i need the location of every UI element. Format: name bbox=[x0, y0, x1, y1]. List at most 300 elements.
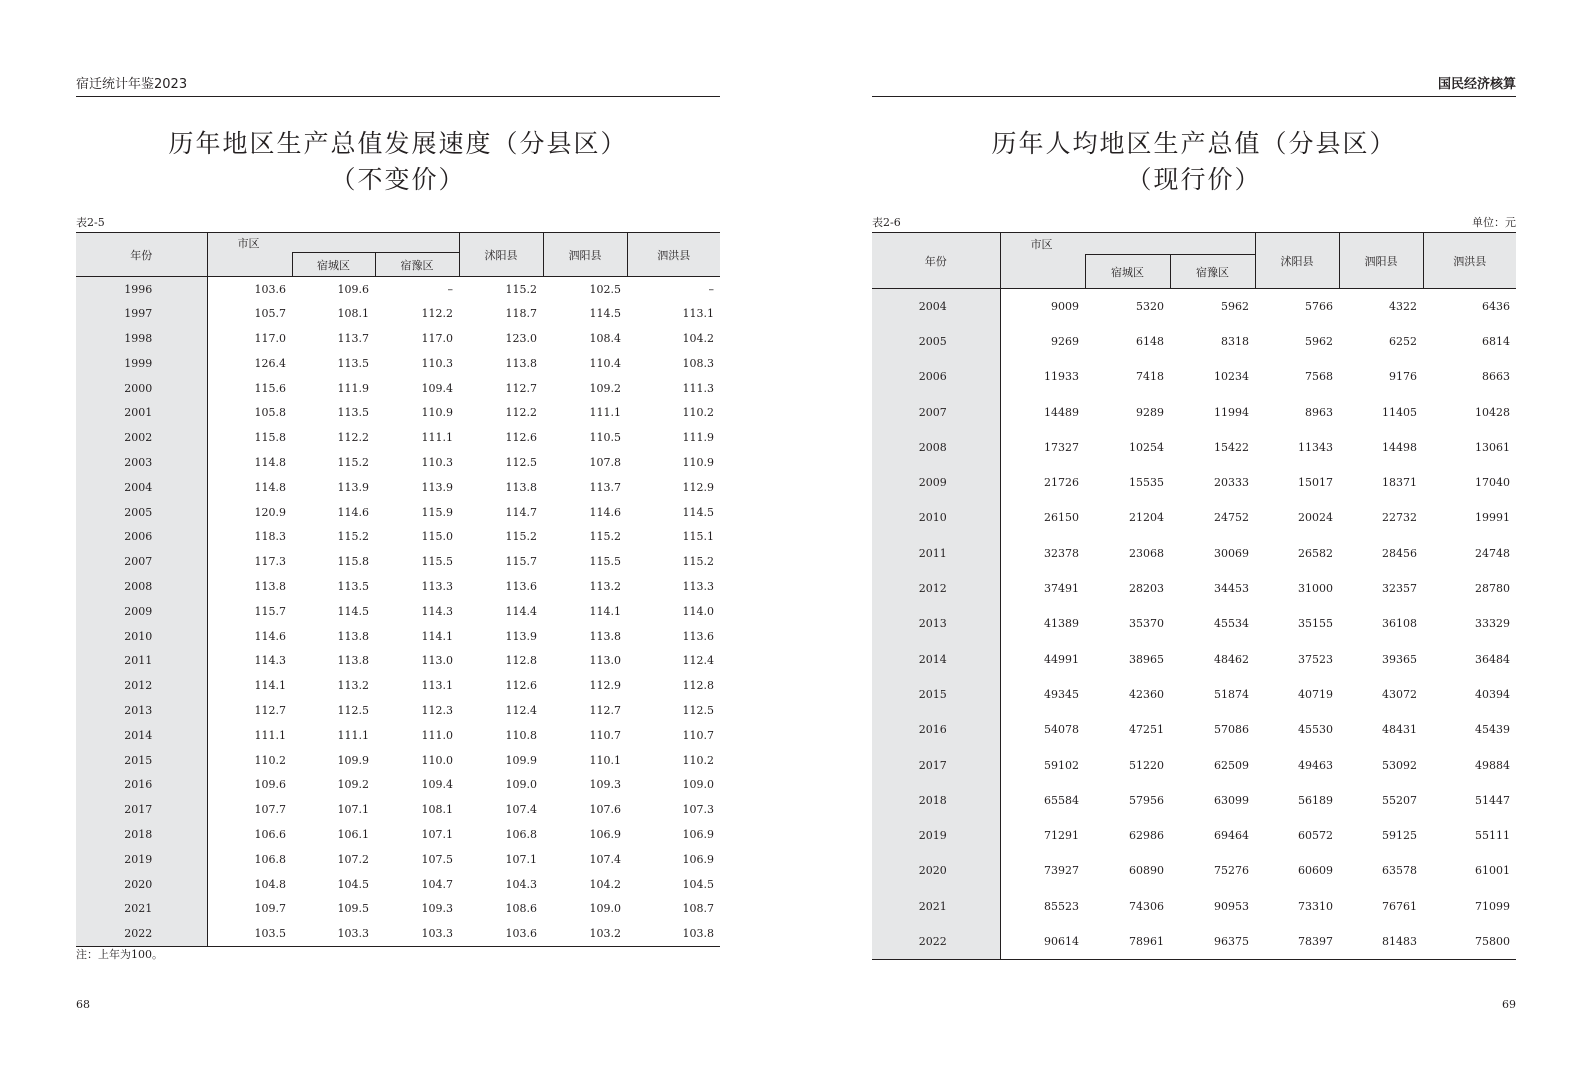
value-cell: 96375 bbox=[1170, 924, 1255, 959]
value-cell: 112.6 bbox=[505, 431, 537, 445]
value-cell: 10254 bbox=[1129, 440, 1164, 454]
value-cell: 108.7 bbox=[682, 902, 714, 916]
value-cell: 78397 bbox=[1255, 924, 1339, 959]
table-row bbox=[76, 549, 720, 574]
value-cell: 112.8 bbox=[505, 654, 537, 668]
value-cell: 45439 bbox=[1475, 723, 1510, 737]
year-cell: 2017 bbox=[872, 747, 1000, 782]
table-row bbox=[872, 324, 1516, 359]
value-cell: 6814 bbox=[1482, 334, 1510, 348]
value-cell: 104.2 bbox=[589, 877, 621, 891]
table-subtitle: （不变价） bbox=[330, 165, 466, 194]
value-cell: 90614 bbox=[1000, 924, 1085, 959]
year-cell: 2021 bbox=[872, 889, 1000, 924]
value-cell: 14489 bbox=[1044, 405, 1079, 419]
header-year: 年份 bbox=[872, 233, 1000, 289]
year-cell: 2019 bbox=[872, 818, 1000, 853]
value-cell: 114.5 bbox=[337, 604, 369, 618]
year-cell: 2010 bbox=[76, 624, 207, 649]
value-cell: 103.6 bbox=[459, 921, 543, 946]
value-cell: 113.2 bbox=[589, 579, 621, 593]
value-cell: 73310 bbox=[1298, 899, 1333, 913]
value-cell: 47251 bbox=[1129, 723, 1164, 737]
value-cell: 104.7 bbox=[421, 877, 453, 891]
value-cell: 24752 bbox=[1214, 511, 1249, 525]
value-cell: 111.3 bbox=[682, 381, 714, 395]
value-cell: 104.8 bbox=[254, 877, 286, 891]
table-row bbox=[76, 599, 720, 624]
year-cell: 2022 bbox=[872, 924, 1000, 959]
year-cell: 2010 bbox=[872, 500, 1000, 535]
value-cell: 115.5 bbox=[589, 555, 621, 569]
value-cell: 21726 bbox=[1044, 476, 1079, 490]
value-cell: 106.6 bbox=[254, 827, 286, 841]
value-cell: 112.2 bbox=[505, 406, 537, 420]
value-cell: 57086 bbox=[1214, 723, 1249, 737]
value-cell: 110.9 bbox=[421, 406, 453, 420]
value-cell: 65584 bbox=[1044, 793, 1079, 807]
header-shuyang: 沭阳县 bbox=[1255, 233, 1339, 289]
value-cell: 115.5 bbox=[421, 555, 453, 569]
value-cell: 109.2 bbox=[337, 778, 369, 792]
value-cell: 76761 bbox=[1382, 899, 1417, 913]
table-row bbox=[872, 571, 1516, 606]
value-cell: 109.5 bbox=[337, 902, 369, 916]
value-cell: 106.9 bbox=[682, 852, 714, 866]
table-row bbox=[76, 326, 720, 351]
table-row bbox=[872, 500, 1516, 535]
value-cell: 113.6 bbox=[682, 629, 714, 643]
value-cell: 113.9 bbox=[505, 629, 537, 643]
value-cell: 51874 bbox=[1214, 687, 1249, 701]
value-cell: 49463 bbox=[1298, 758, 1333, 772]
table-row bbox=[76, 400, 720, 425]
value-cell: 109.6 bbox=[254, 778, 286, 792]
running-head bbox=[76, 76, 720, 97]
value-cell: 35155 bbox=[1298, 617, 1333, 631]
year-cell: 2011 bbox=[76, 648, 207, 673]
value-cell: 112.7 bbox=[589, 703, 621, 717]
year-cell: 2007 bbox=[872, 394, 1000, 429]
table-title: 历年人均地区生产总值（分县区） bbox=[991, 129, 1397, 158]
table-row bbox=[76, 822, 720, 847]
value-cell: 108.1 bbox=[337, 307, 369, 321]
value-cell: 13061 bbox=[1475, 440, 1510, 454]
value-cell: 110.8 bbox=[505, 728, 537, 742]
value-cell: 18371 bbox=[1382, 476, 1417, 490]
value-cell: 17327 bbox=[1044, 440, 1079, 454]
value-cell: 111.1 bbox=[337, 728, 369, 742]
year-cell: 2014 bbox=[76, 723, 207, 748]
table-row bbox=[872, 394, 1516, 429]
value-cell: 104.3 bbox=[505, 877, 537, 891]
value-cell: 33329 bbox=[1475, 617, 1510, 631]
value-cell: 113.8 bbox=[589, 629, 621, 643]
value-cell: 49345 bbox=[1044, 687, 1079, 701]
value-cell: 51220 bbox=[1129, 758, 1164, 772]
value-cell: 114.0 bbox=[682, 604, 714, 618]
value-cell: 104.5 bbox=[682, 877, 714, 891]
value-cell: 107.7 bbox=[254, 803, 286, 817]
table-row bbox=[872, 853, 1516, 888]
value-cell: 40394 bbox=[1475, 687, 1510, 701]
value-cell: 55111 bbox=[1475, 829, 1510, 843]
value-cell: 75800 bbox=[1423, 924, 1516, 959]
value-cell: 62509 bbox=[1214, 758, 1249, 772]
value-cell: 110.3 bbox=[421, 455, 453, 469]
value-cell: 45530 bbox=[1298, 723, 1333, 737]
value-cell: 11933 bbox=[1044, 370, 1079, 384]
year-cell: 2015 bbox=[76, 748, 207, 773]
value-cell: 114.7 bbox=[505, 505, 537, 519]
value-cell: 107.1 bbox=[505, 852, 537, 866]
value-cell: 106.1 bbox=[337, 827, 369, 841]
header-suyu: 宿豫区 bbox=[375, 253, 459, 277]
value-cell: 114.8 bbox=[254, 455, 286, 469]
value-cell: 109.6 bbox=[337, 282, 369, 296]
value-cell: 117.0 bbox=[421, 331, 453, 345]
value-cell: 26582 bbox=[1298, 546, 1333, 560]
year-cell: 2005 bbox=[76, 500, 207, 525]
table-row bbox=[872, 465, 1516, 500]
year-cell: 2016 bbox=[76, 772, 207, 797]
value-cell: 75276 bbox=[1214, 864, 1249, 878]
value-cell: 113.6 bbox=[505, 579, 537, 593]
value-cell: 113.1 bbox=[682, 307, 714, 321]
value-cell: 110.9 bbox=[682, 455, 714, 469]
value-cell: 78961 bbox=[1085, 924, 1170, 959]
value-cell: 23068 bbox=[1129, 546, 1164, 560]
running-head-text: 国民经济核算 bbox=[1437, 77, 1516, 92]
value-cell: 113.0 bbox=[589, 654, 621, 668]
growth-rate-body bbox=[76, 277, 720, 947]
left-page bbox=[76, 0, 720, 1077]
table-row bbox=[872, 359, 1516, 394]
value-cell: 109.7 bbox=[254, 902, 286, 916]
table-row bbox=[76, 574, 720, 599]
value-cell: 114.6 bbox=[337, 505, 369, 519]
value-cell: 114.3 bbox=[254, 654, 286, 668]
value-cell: 41389 bbox=[1044, 617, 1079, 631]
running-head bbox=[872, 76, 1516, 97]
value-cell: 104.2 bbox=[682, 331, 714, 345]
value-cell: 22732 bbox=[1382, 511, 1417, 525]
value-cell: 107.4 bbox=[589, 852, 621, 866]
value-cell: 63578 bbox=[1382, 864, 1417, 878]
table-row bbox=[76, 896, 720, 921]
value-cell: 110.4 bbox=[589, 356, 621, 370]
value-cell: 111.0 bbox=[421, 728, 453, 742]
value-cell: 15422 bbox=[1214, 440, 1249, 454]
header-city-spacer bbox=[1000, 255, 1085, 289]
value-cell: 103.3 bbox=[375, 921, 459, 946]
value-cell: 126.4 bbox=[254, 356, 286, 370]
header-city: 市区 bbox=[1000, 233, 1085, 255]
value-cell: 17040 bbox=[1475, 476, 1510, 490]
value-cell: 115.2 bbox=[337, 530, 369, 544]
value-cell: 107.8 bbox=[589, 455, 621, 469]
value-cell: 109.3 bbox=[421, 902, 453, 916]
year-cell: 1999 bbox=[76, 351, 207, 376]
value-cell: 113.1 bbox=[421, 679, 453, 693]
value-cell: 107.4 bbox=[505, 803, 537, 817]
table-row bbox=[76, 500, 720, 525]
value-cell: 59102 bbox=[1044, 758, 1079, 772]
header-siyang: 泗阳县 bbox=[543, 233, 627, 277]
value-cell: 32378 bbox=[1044, 546, 1079, 560]
header-city: 市区 bbox=[207, 233, 292, 253]
value-cell: 62986 bbox=[1129, 829, 1164, 843]
table-row bbox=[872, 818, 1516, 853]
value-cell: – bbox=[708, 282, 714, 296]
value-cell: 61001 bbox=[1475, 864, 1510, 878]
year-cell: 2008 bbox=[872, 430, 1000, 465]
value-cell: 9009 bbox=[1051, 299, 1079, 313]
value-cell: 115.7 bbox=[505, 555, 537, 569]
value-cell: 44991 bbox=[1044, 652, 1079, 666]
year-cell: 2013 bbox=[872, 606, 1000, 641]
page-number: 69 bbox=[1502, 998, 1516, 1011]
value-cell: 107.5 bbox=[421, 852, 453, 866]
value-cell: 109.9 bbox=[505, 753, 537, 767]
value-cell: 56189 bbox=[1298, 793, 1333, 807]
value-cell: 114.4 bbox=[505, 604, 537, 618]
value-cell: 112.9 bbox=[682, 480, 714, 494]
year-cell: 1998 bbox=[76, 326, 207, 351]
value-cell: 112.5 bbox=[337, 703, 369, 717]
value-cell: 115.2 bbox=[337, 455, 369, 469]
value-cell: 43072 bbox=[1382, 687, 1417, 701]
value-cell: 113.5 bbox=[337, 406, 369, 420]
value-cell: 10428 bbox=[1475, 405, 1510, 419]
header-sucheng: 宿城区 bbox=[292, 253, 375, 277]
value-cell: 53092 bbox=[1382, 758, 1417, 772]
value-cell: 111.1 bbox=[589, 406, 621, 420]
year-cell: 2017 bbox=[76, 797, 207, 822]
value-cell: 48462 bbox=[1214, 652, 1249, 666]
value-cell: 112.2 bbox=[421, 307, 453, 321]
year-cell: 2004 bbox=[872, 289, 1000, 324]
table-row bbox=[872, 747, 1516, 782]
value-cell: 20024 bbox=[1298, 511, 1333, 525]
value-cell: 109.2 bbox=[589, 381, 621, 395]
value-cell: 113.5 bbox=[337, 579, 369, 593]
value-cell: 9269 bbox=[1051, 334, 1079, 348]
value-cell: 30069 bbox=[1214, 546, 1249, 560]
value-cell: 21204 bbox=[1129, 511, 1164, 525]
value-cell: 110.7 bbox=[682, 728, 714, 742]
value-cell: 74306 bbox=[1129, 899, 1164, 913]
value-cell: 103.6 bbox=[254, 282, 286, 296]
table-row bbox=[76, 723, 720, 748]
value-cell: 114.3 bbox=[421, 604, 453, 618]
unit-label: 单位：元 bbox=[1472, 216, 1516, 229]
per-capita-gdp-table bbox=[872, 232, 1516, 960]
value-cell: 103.5 bbox=[207, 921, 292, 946]
year-cell: 2007 bbox=[76, 549, 207, 574]
table-row bbox=[872, 289, 1516, 324]
value-cell: 5962 bbox=[1221, 299, 1249, 313]
value-cell: 117.0 bbox=[254, 331, 286, 345]
value-cell: 4322 bbox=[1389, 299, 1417, 313]
table-row bbox=[872, 641, 1516, 676]
value-cell: 110.5 bbox=[589, 431, 621, 445]
year-cell: 2018 bbox=[76, 822, 207, 847]
value-cell: 8318 bbox=[1221, 334, 1249, 348]
year-cell: 2000 bbox=[76, 376, 207, 401]
value-cell: 11343 bbox=[1298, 440, 1333, 454]
value-cell: 14498 bbox=[1382, 440, 1417, 454]
year-cell: 1996 bbox=[76, 277, 207, 302]
value-cell: 108.3 bbox=[682, 356, 714, 370]
value-cell: 8963 bbox=[1305, 405, 1333, 419]
value-cell: 114.8 bbox=[254, 480, 286, 494]
value-cell: 118.3 bbox=[254, 530, 286, 544]
value-cell: 111.1 bbox=[254, 728, 286, 742]
table-row bbox=[76, 524, 720, 549]
value-cell: 9289 bbox=[1136, 405, 1164, 419]
value-cell: 115.6 bbox=[254, 381, 286, 395]
value-cell: 113.8 bbox=[337, 654, 369, 668]
header-sihong: 泗洪县 bbox=[1423, 233, 1516, 289]
value-cell: 113.7 bbox=[589, 480, 621, 494]
table-row bbox=[872, 712, 1516, 747]
table-row bbox=[76, 475, 720, 500]
year-cell: 2012 bbox=[76, 673, 207, 698]
value-cell: 71099 bbox=[1475, 899, 1510, 913]
value-cell: 105.7 bbox=[254, 307, 286, 321]
value-cell: 28203 bbox=[1129, 582, 1164, 596]
value-cell: 113.9 bbox=[337, 480, 369, 494]
value-cell: 110.3 bbox=[421, 356, 453, 370]
value-cell: – bbox=[447, 282, 453, 296]
value-cell: 114.1 bbox=[589, 604, 621, 618]
value-cell: 113.7 bbox=[337, 331, 369, 345]
value-cell: 7568 bbox=[1305, 370, 1333, 384]
value-cell: 7418 bbox=[1136, 370, 1164, 384]
value-cell: 73927 bbox=[1044, 864, 1079, 878]
value-cell: 109.9 bbox=[337, 753, 369, 767]
value-cell: 35370 bbox=[1129, 617, 1164, 631]
header-subgroup bbox=[292, 233, 459, 253]
year-cell: 2020 bbox=[872, 853, 1000, 888]
value-cell: 115.8 bbox=[337, 555, 369, 569]
year-cell: 2012 bbox=[872, 571, 1000, 606]
value-cell: 36108 bbox=[1382, 617, 1417, 631]
value-cell: 48431 bbox=[1382, 723, 1417, 737]
table-row bbox=[76, 277, 720, 302]
value-cell: 24748 bbox=[1475, 546, 1510, 560]
value-cell: 115.2 bbox=[505, 282, 537, 296]
value-cell: 109.0 bbox=[682, 778, 714, 792]
year-cell: 2005 bbox=[872, 324, 1000, 359]
table-row bbox=[76, 673, 720, 698]
year-cell: 1997 bbox=[76, 301, 207, 326]
per-capita-gdp-body bbox=[872, 289, 1516, 960]
value-cell: 103.3 bbox=[292, 921, 375, 946]
value-cell: 109.0 bbox=[505, 778, 537, 792]
year-cell: 2014 bbox=[872, 641, 1000, 676]
header-year: 年份 bbox=[76, 233, 207, 277]
value-cell: 31000 bbox=[1298, 582, 1333, 596]
value-cell: 8663 bbox=[1482, 370, 1510, 384]
table-row bbox=[872, 924, 1516, 959]
value-cell: 112.4 bbox=[682, 654, 714, 668]
value-cell: 15017 bbox=[1298, 476, 1333, 490]
value-cell: 114.1 bbox=[254, 679, 286, 693]
value-cell: 113.5 bbox=[337, 356, 369, 370]
value-cell: 106.8 bbox=[254, 852, 286, 866]
table-row bbox=[872, 677, 1516, 712]
table-row bbox=[76, 425, 720, 450]
value-cell: 112.4 bbox=[505, 703, 537, 717]
value-cell: 123.0 bbox=[505, 331, 537, 345]
year-cell: 2006 bbox=[76, 524, 207, 549]
year-cell: 2006 bbox=[872, 359, 1000, 394]
growth-rate-table bbox=[76, 232, 720, 947]
value-cell: 111.9 bbox=[682, 431, 714, 445]
value-cell: 60890 bbox=[1129, 864, 1164, 878]
value-cell: 10234 bbox=[1214, 370, 1249, 384]
value-cell: 108.6 bbox=[505, 902, 537, 916]
value-cell: 5766 bbox=[1305, 299, 1333, 313]
value-cell: 37523 bbox=[1298, 652, 1333, 666]
value-cell: 114.5 bbox=[589, 307, 621, 321]
header-siyang: 泗阳县 bbox=[1339, 233, 1423, 289]
year-cell: 2013 bbox=[76, 698, 207, 723]
value-cell: 114.5 bbox=[682, 505, 714, 519]
value-cell: 113.8 bbox=[505, 356, 537, 370]
value-cell: 120.9 bbox=[254, 505, 286, 519]
table-row bbox=[76, 450, 720, 475]
year-cell: 2004 bbox=[76, 475, 207, 500]
header-city-spacer bbox=[207, 253, 292, 277]
table-note: 注：上年为100。 bbox=[76, 948, 163, 961]
value-cell: 110.7 bbox=[589, 728, 621, 742]
value-cell: 28780 bbox=[1475, 582, 1510, 596]
table-row bbox=[76, 921, 720, 946]
value-cell: 103.2 bbox=[543, 921, 627, 946]
value-cell: 110.2 bbox=[682, 753, 714, 767]
value-cell: 115.8 bbox=[254, 431, 286, 445]
value-cell: 49884 bbox=[1475, 758, 1510, 772]
value-cell: 6436 bbox=[1482, 299, 1510, 313]
value-cell: 110.2 bbox=[682, 406, 714, 420]
value-cell: 39365 bbox=[1382, 652, 1417, 666]
value-cell: 112.6 bbox=[505, 679, 537, 693]
value-cell: 112.5 bbox=[505, 455, 537, 469]
table-subtitle: （现行价） bbox=[1126, 165, 1262, 194]
value-cell: 115.2 bbox=[589, 530, 621, 544]
table-row bbox=[76, 624, 720, 649]
value-cell: 114.6 bbox=[589, 505, 621, 519]
value-cell: 110.1 bbox=[589, 753, 621, 767]
table-row bbox=[76, 351, 720, 376]
value-cell: 115.9 bbox=[421, 505, 453, 519]
value-cell: 110.2 bbox=[254, 753, 286, 767]
value-cell: 55207 bbox=[1382, 793, 1417, 807]
value-cell: 34453 bbox=[1214, 582, 1249, 596]
value-cell: 113.2 bbox=[337, 679, 369, 693]
value-cell: 117.3 bbox=[254, 555, 286, 569]
value-cell: 85523 bbox=[1044, 899, 1079, 913]
value-cell: 9176 bbox=[1389, 370, 1417, 384]
value-cell: 106.8 bbox=[505, 827, 537, 841]
year-cell: 2015 bbox=[872, 677, 1000, 712]
value-cell: 107.2 bbox=[337, 852, 369, 866]
table-id: 表2-5 bbox=[76, 216, 105, 229]
value-cell: 114.6 bbox=[254, 629, 286, 643]
